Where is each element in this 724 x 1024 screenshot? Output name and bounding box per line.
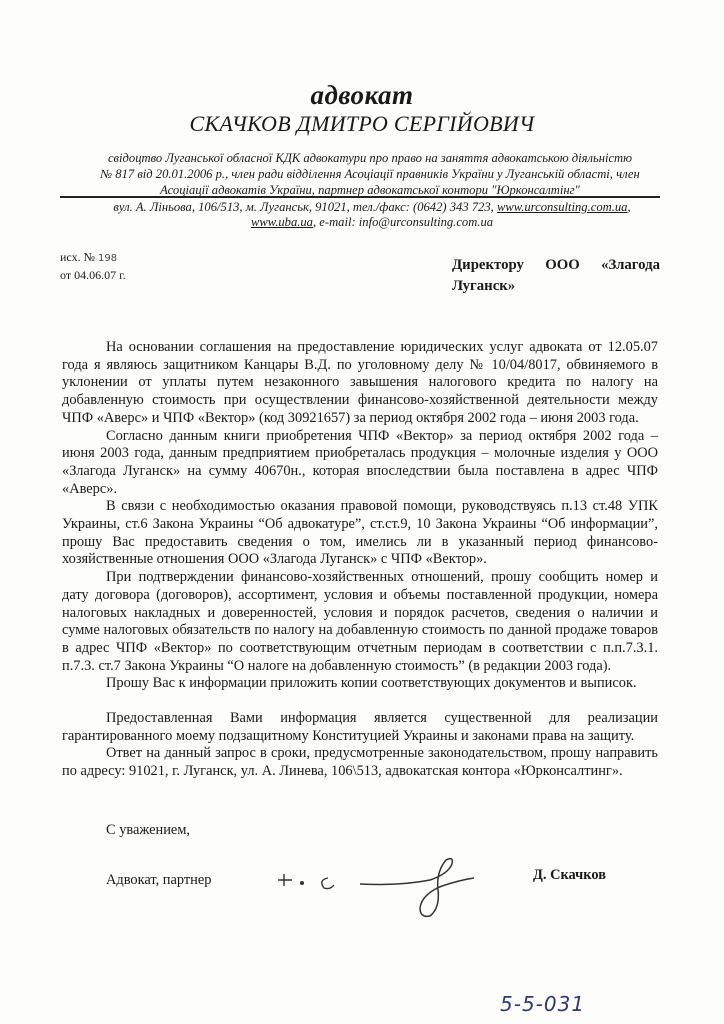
handwritten-signature — [270, 850, 480, 920]
signatory-name: Д. Скачков — [533, 867, 607, 883]
website-link-2[interactable]: www.uba.ua — [250, 215, 313, 229]
closing-phrase: С уважением, — [106, 822, 191, 838]
handwritten-note: 5-5-031 — [500, 992, 586, 1016]
letterhead-title: адвокат — [310, 80, 414, 110]
addressee-line-1: Директору ООО «Злагода — [452, 257, 660, 273]
body-paragraph-4: При подтверждении финансово-хозяйственных отношений, прошу сообщить номер и дату договора (договоров), ассортимент, условия и объемы поставленной продукции, номера налоговых накладных и доверенностей, условия и порядок расчетов, сведения о наличии и сумме налоговых обязательств по налогу на добавленную стоимость по данной продаже товаров в адрес ЧПФ «Вектор» по соответствующим отчетным периодам в соответствии с п.п.7.3.1. п.7.3. ст.7 Закона Украины “О налоге на добавленную стоимость” (в редакции 2003 года). — [62, 569, 658, 674]
signatory-title: Адвокат, партнер — [106, 872, 212, 888]
reference-number-value: 198 — [98, 253, 118, 264]
credentials-line-1: свідоцтво Луганської обласної КДК адвокатури про право на заняття адвокатською діяльністю — [107, 151, 633, 165]
addressee-line-2: Луганск» — [452, 278, 516, 294]
reference-date: от 04.06.07 г. — [60, 268, 126, 282]
credentials-line-2: № 817 від 20.01.2006 р., член ради відділення Асоціації правників України у Луганській області, член — [100, 167, 640, 181]
body-paragraph-5: Прошу Вас к информации приложить копии соответствующих документов и выписок. — [106, 675, 637, 692]
letterhead-credentials — [90, 150, 650, 198]
body-paragraph-6: Предоставленная Вами информация является существенной для реализации гарантированного моему подзащитному Конституцией Украины и законами права на защиту. — [62, 710, 658, 744]
body-paragraph-2: Согласно данным книги приобретения ЧПФ «Вектор» за период октября 2002 года – июня 2003 года, данным предприятием приобреталась продукция – молочные изделия у ООО «Злагода Луганск» на сумму 40670н., которая впоследствии была поставлена в адрес ЧПФ «Аверс». — [62, 427, 658, 497]
contact-address: вул. А. Ліньова, 106/513, м. Луганськ, 91021, тел./факс: (0642) 343 723, — [113, 200, 494, 214]
body-paragraph-3: В связи с необходимостью оказания правовой помощи, руководствуясь п.13 ст.48 УПК Украины, ст.6 Закона Украины “Об адвокатуре”, ст.ст.9, 10 Закона Украины “Об информации”, прошу Вас предоставить сведения о том, имелись ли в указанный период финансово-хозяйственные отношения ООО «Злагода Луганск» с ЧПФ «Вектор». — [62, 498, 658, 568]
reference-number-label: исх. № — [60, 250, 96, 264]
letterhead-name: СКАЧКОВ ДМИТРО СЕРГІЙОВИЧ — [189, 111, 535, 136]
addressee-block — [452, 255, 660, 297]
outgoing-reference — [60, 249, 126, 284]
contact-email: , e-mail: info@urconsulting.com.ua — [312, 215, 494, 229]
letterhead-contacts: вул. А. Ліньова, 106/513, м. Луганськ, 91021, тел./факс: (0642) 343 723, www.urconsulting.com.ua, www.uba.ua, e-mail: info@urconsulting.com.ua — [113, 200, 631, 229]
letter-body — [62, 339, 658, 781]
body-paragraph-7: Ответ на данный запрос в сроки, предусмотренные законодательством, прошу направить по адресу: 91021, г. Луганск, ул. А. Линева, 106\513, адвокатская контора «Юрконсалтинг». — [62, 745, 658, 780]
website-link-1[interactable]: www.urconsulting.com.ua — [496, 200, 628, 214]
body-paragraph-1: На основании соглашения на предоставление юридических услуг адвоката от 12.05.07 года я являюсь защитником Канцары В.Д. по уголовному делу № 10/04/8017, обвиняемого в уклонении от уплаты путем незаконного завышения налогового кредита по налогу на добавленную стоимость при осуществлении финансово-хозяйственной деятельности между ЧПФ «Аверс» и ЧПФ «Вектор» (код 30921657) за период октября 2002 года – июня 2003 года. — [62, 339, 658, 426]
credentials-line-3: Асоціації адвокатів України, партнер адвокатської контори "Юрконсалтінг" — [160, 183, 580, 197]
letterhead-divider — [60, 196, 660, 198]
